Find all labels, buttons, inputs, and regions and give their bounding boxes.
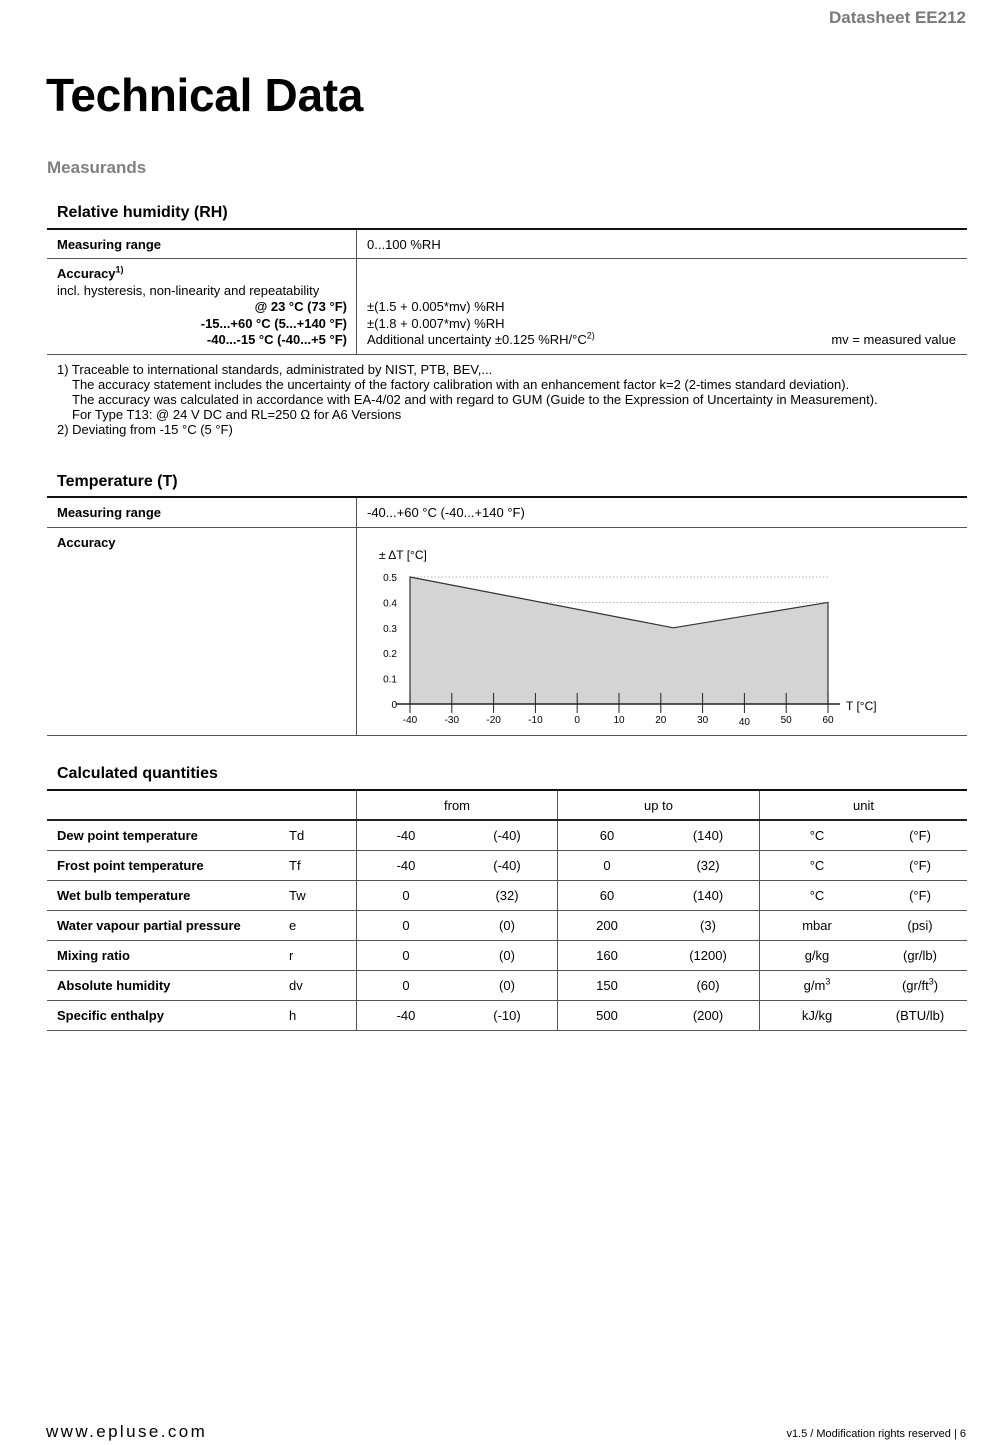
footnote: For Type T13: @ 24 V DC and RL=250 Ω for A6 Versions [72, 407, 402, 422]
divider [47, 496, 967, 498]
table-cell: °C [809, 888, 825, 903]
divider [47, 819, 967, 821]
divider [47, 789, 967, 791]
temp-accuracy-label: Accuracy [57, 535, 116, 550]
x-tick-label: 50 [780, 715, 792, 726]
table-cell: (60) [696, 978, 720, 993]
table-cell: °C [809, 828, 825, 843]
y-axis-label: ± ΔT [°C] [379, 548, 427, 562]
quantity-name: Wet bulb temperature [57, 888, 191, 903]
rh-condition-value: ±(1.8 + 0.007*mv) %RH [367, 316, 505, 331]
rh-condition-label: @ 23 °C (73 °F) [254, 299, 347, 314]
rh-condition-label: -15...+60 °C (5...+140 °F) [200, 316, 347, 331]
quantity-symbol: e [289, 918, 297, 933]
quantity-name: Frost point temperature [57, 858, 204, 873]
table-cell: (°F) [909, 888, 931, 903]
x-tick-label: 40 [738, 717, 750, 728]
rh-condition-value: Additional uncertainty ±0.125 $\%RH/^\circ C^{2)}$ [367, 330, 595, 347]
footer-website: www.epluse.com [46, 1422, 208, 1441]
page-title: Technical Data [46, 69, 364, 121]
table-cell: (-40) [493, 858, 521, 873]
rh-range-value: 0...100 %RH [367, 237, 441, 252]
table-cell: -40 [396, 858, 416, 873]
rh-condition-value: ±(1.5 + 0.005*mv) %RH [367, 299, 505, 314]
divider [47, 1030, 967, 1031]
table-cell: -40 [396, 1008, 416, 1023]
footnote: 1) Traceable to international standards, administrated by NIST, PTB, BEV,... [57, 362, 493, 377]
quantity-name: Dew point temperature [57, 828, 198, 843]
quantity-symbol: h [289, 1008, 297, 1023]
x-tick-label: 20 [655, 715, 667, 726]
temperature-accuracy-chart [357, 540, 917, 735]
divider [47, 970, 967, 971]
table-cell: 60 [599, 888, 615, 903]
footnote: The accuracy statement includes the uncertainty of the factory calibration with an enhancement factor k=2 (2-times standard deviation). [72, 377, 850, 392]
rh-range-label: Measuring range [57, 237, 162, 252]
x-tick-label: 0 [574, 715, 580, 726]
quantity-symbol: dv [289, 978, 303, 993]
footnote: The accuracy was calculated in accordance with EA-4/02 and with regard to GUM (Guide to the Expression of Uncertainty in Measurement). [72, 392, 878, 407]
table-cell: g/kg [804, 948, 830, 963]
table-cell: $g/m^3$ [803, 976, 831, 993]
mv-note: mv = measured value [831, 332, 956, 347]
divider [47, 354, 967, 355]
quantity-symbol: Tw [289, 888, 306, 903]
table-cell: 60 [599, 828, 615, 843]
table-cell: (BTU/lb) [895, 1008, 945, 1023]
divider [47, 735, 967, 736]
y-tick-label: 0.3 [383, 623, 397, 635]
y-tick-label: 0 [391, 700, 397, 711]
table-cell: (3) [700, 918, 716, 933]
table-cell: (gr/lb) [903, 948, 937, 963]
table-cell: 0 [402, 978, 410, 993]
quantity-symbol: r [289, 948, 294, 963]
table-cell: (32) [696, 858, 720, 873]
x-tick-label: -10 [528, 715, 543, 726]
quantity-name: Specific enthalpy [57, 1008, 164, 1023]
table-cell: kJ/kg [801, 1008, 833, 1023]
quantity-symbol: Td [289, 828, 305, 843]
y-tick-label: 0.1 [383, 674, 397, 686]
y-tick-label: 0.4 [383, 598, 397, 610]
table-cell: 160 [596, 948, 618, 963]
table-cell: (psi) [907, 918, 933, 933]
table-cell: 0 [603, 858, 611, 873]
table-cell: -40 [396, 828, 416, 843]
footer-version: v1.5 / Modification rights reserved | 6 [786, 1428, 966, 1440]
x-tick-label: 60 [822, 715, 834, 726]
divider [356, 230, 357, 355]
divider [47, 1000, 967, 1001]
temp-section-title: Temperature (T) [57, 473, 178, 490]
table-cell: (-10) [493, 1008, 521, 1023]
x-axis-label: T [°C] [846, 699, 877, 713]
y-tick-label: 0.2 [383, 649, 397, 661]
accuracy-area [410, 577, 828, 704]
divider [47, 258, 967, 259]
table-cell: (32) [495, 888, 519, 903]
x-tick-label: -40 [402, 715, 418, 726]
table-cell: 200 [596, 918, 618, 933]
divider [47, 850, 967, 851]
table-cell: (0) [499, 918, 515, 933]
table-cell: $(gr/ft^3)$ [901, 976, 939, 993]
quantity-symbol: Tf [289, 858, 301, 873]
table-cell: (1200) [689, 948, 727, 963]
footnote: 2) Deviating from -15 °C (5 °F) [57, 422, 233, 437]
temp-range-value: -40...+60 °C (-40...+140 °F) [367, 505, 525, 520]
table-cell: (°F) [909, 858, 931, 873]
x-tick-label: 30 [697, 715, 709, 726]
table-cell: (-40) [493, 828, 521, 843]
table-cell: 150 [596, 978, 618, 993]
y-tick-label: 0.5 [383, 573, 397, 584]
table-cell: 0 [402, 948, 410, 963]
quantity-name: Mixing ratio [57, 948, 130, 963]
divider [47, 228, 967, 230]
table-cell: (0) [499, 978, 515, 993]
datasheet-title: Datasheet EE212 [828, 8, 966, 27]
rh-condition-label: -40...-15 °C (-40...+5 °F) [206, 332, 347, 347]
table-cell: mbar [802, 918, 832, 933]
table-cell: 500 [596, 1008, 618, 1023]
table-cell: °C [809, 858, 825, 873]
table-cell: 0 [402, 888, 410, 903]
col-header-from: from [444, 798, 470, 813]
table-cell: (140) [692, 888, 724, 903]
divider [47, 940, 967, 941]
calc-section-title: Calculated quantities [57, 765, 218, 782]
x-tick-label: 10 [613, 715, 625, 726]
table-cell: (0) [499, 948, 515, 963]
table-cell: (200) [692, 1008, 724, 1023]
quantity-name: Water vapour partial pressure [57, 918, 241, 933]
rh-accuracy-label: Accuracy$^{1)}$ [57, 264, 124, 281]
quantity-name: Absolute humidity [57, 978, 171, 993]
rh-section-title: Relative humidity (RH) [57, 204, 228, 221]
table-cell: 0 [402, 918, 410, 933]
divider [47, 527, 967, 528]
table-cell: (140) [692, 828, 724, 843]
x-tick-label: -20 [486, 715, 501, 726]
col-header-unit: unit [853, 798, 874, 813]
x-tick-label: -30 [444, 715, 460, 726]
divider [47, 880, 967, 881]
table-cell: (°F) [909, 828, 931, 843]
temp-range-label: Measuring range [57, 505, 162, 520]
divider [47, 910, 967, 911]
col-header-up-to: up to [644, 798, 673, 813]
section-subheading: Measurands [47, 158, 147, 177]
rh-accuracy-note: incl. hysteresis, non-linearity and repeatability [57, 283, 320, 298]
